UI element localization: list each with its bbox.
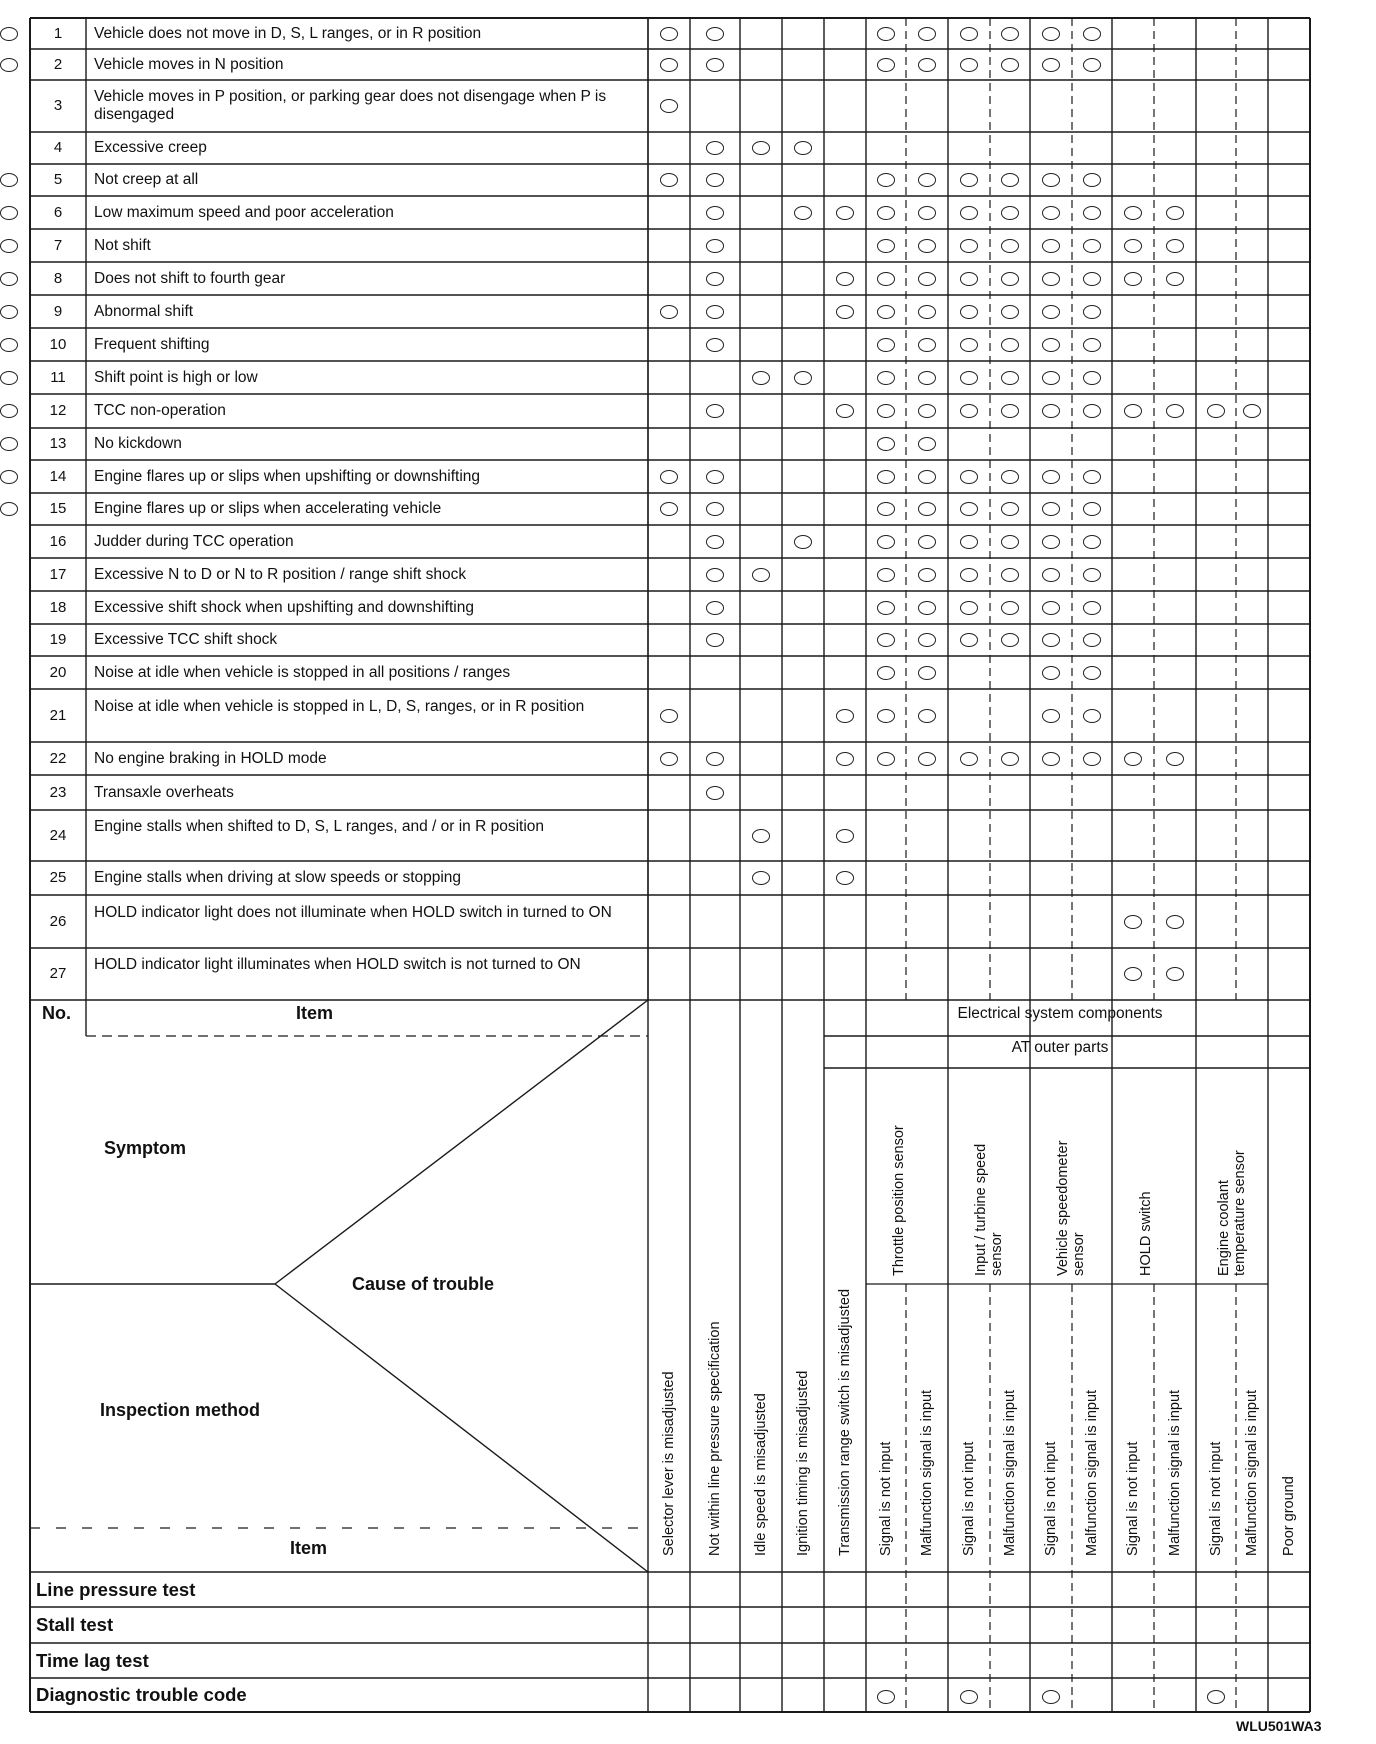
cause-mark-circle (1042, 27, 1060, 41)
inspection-mark-circle (877, 1690, 895, 1704)
header-cause: Cause of trouble (352, 1274, 495, 1294)
symptom-number: 18 (49, 598, 67, 616)
cause-mark-circle (794, 141, 812, 155)
cause-mark-circle (877, 502, 895, 516)
cause-mark-circle (0, 206, 18, 220)
symptom-text: No kickdown (94, 435, 182, 452)
sensor-group-label: Throttle position sensor (891, 1125, 907, 1276)
cause-mark-circle (0, 272, 18, 286)
symptom-number: 25 (49, 869, 67, 886)
symptom-text: Engine flares up or slips when upshifting or downshifting (94, 467, 481, 485)
cause-column-label: Not within line pressure specification (707, 1321, 723, 1556)
symptom-number: 7 (53, 236, 63, 254)
cause-mark-circle (918, 633, 936, 647)
cause-mark-circle (960, 470, 978, 484)
header-item-bottom: Item (290, 1538, 328, 1558)
symptom-text: Engine flares up or slips when accelerating vehicle (94, 500, 442, 517)
cause-mark-circle (1042, 633, 1060, 647)
cause-mark-circle (877, 633, 895, 647)
inspection-label: Time lag test (36, 1649, 149, 1671)
cause-mark-circle (836, 709, 854, 723)
cause-mark-circle (794, 206, 812, 220)
cause-mark-circle (752, 829, 770, 843)
cause-mark-circle (918, 601, 936, 615)
cause-column-label: Selector lever is misadjusted (661, 1371, 677, 1556)
cause-mark-circle (877, 305, 895, 319)
cause-mark-circle (706, 470, 724, 484)
cause-mark-circle (877, 239, 895, 253)
cause-mark-circle (0, 239, 18, 253)
symptom-text: Noise at idle when vehicle is stopped in all positions / ranges (94, 663, 511, 681)
cause-mark-circle (1083, 601, 1101, 615)
cause-mark-circle (0, 437, 18, 451)
cause-column-label: Malfunction signal is input (1002, 1389, 1018, 1556)
inspection-mark-circle (960, 1690, 978, 1704)
cause-mark-circle (918, 239, 936, 253)
cause-mark-circle (660, 305, 678, 319)
sensor-group-label: Input / turbine speed sensor (973, 1143, 1005, 1276)
cause-mark-circle (877, 206, 895, 220)
cause-mark-circle (960, 568, 978, 582)
symptom-text: Vehicle moves in N position (94, 55, 284, 73)
cause-mark-circle (0, 502, 18, 516)
cause-mark-circle (0, 470, 18, 484)
symptom-number: 16 (49, 532, 67, 550)
cause-mark-circle (918, 568, 936, 582)
cause-mark-circle (1124, 967, 1142, 981)
inspection-label: Line pressure test (36, 1578, 196, 1600)
cause-mark-circle (1042, 666, 1060, 680)
cause-mark-circle (752, 141, 770, 155)
cause-mark-circle (1001, 58, 1019, 72)
cause-mark-circle (918, 27, 936, 41)
cause-mark-circle (1083, 27, 1101, 41)
symptom-text: Shift point is high or low (94, 368, 258, 386)
cause-mark-circle (1001, 27, 1019, 41)
cause-column-label: Signal is not input (1043, 1441, 1059, 1556)
cause-mark-circle (918, 371, 936, 385)
symptom-number: 27 (49, 965, 67, 982)
symptom-text: Excessive creep (94, 139, 207, 156)
cause-mark-circle (706, 633, 724, 647)
cause-mark-circle (836, 829, 854, 843)
symptom-number: 11 (50, 368, 66, 386)
cause-mark-circle (877, 371, 895, 385)
cause-mark-circle (960, 752, 978, 766)
cause-mark-circle (960, 371, 978, 385)
cause-mark-circle (877, 666, 895, 680)
cause-mark-circle (1042, 206, 1060, 220)
cause-mark-circle (877, 338, 895, 352)
cause-mark-circle (918, 502, 936, 516)
cause-mark-circle (706, 239, 724, 253)
cause-mark-circle (1042, 568, 1060, 582)
cause-mark-circle (1124, 752, 1142, 766)
cause-mark-circle (1166, 967, 1184, 981)
symptom-number: 12 (49, 402, 67, 419)
cause-mark-circle (1001, 535, 1019, 549)
figure-code: WLU501WA3 (1236, 1718, 1322, 1734)
cause-mark-circle (960, 502, 978, 516)
cause-mark-circle (706, 404, 724, 418)
cause-mark-circle (1042, 173, 1060, 187)
symptom-text: Frequent shifting (94, 335, 210, 353)
symptom-number: 20 (49, 663, 67, 681)
sensor-group-label: Vehicle speedometer sensor (1055, 1140, 1087, 1276)
symptom-number: 21 (49, 706, 67, 724)
cause-mark-circle (1166, 752, 1184, 766)
symptom-number: 17 (49, 565, 67, 583)
cause-column-label: Signal is not input (878, 1441, 894, 1556)
symptom-number: 22 (49, 749, 67, 767)
cause-mark-circle (877, 568, 895, 582)
cause-mark-circle (918, 752, 936, 766)
cause-mark-circle (918, 173, 936, 187)
cause-mark-circle (960, 633, 978, 647)
cause-mark-circle (1042, 239, 1060, 253)
cause-mark-circle (1042, 502, 1060, 516)
cause-mark-circle (706, 338, 724, 352)
cause-mark-circle (1001, 272, 1019, 286)
cause-mark-circle (660, 502, 678, 516)
cause-mark-circle (1124, 272, 1142, 286)
cause-mark-circle (877, 709, 895, 723)
cause-mark-circle (1083, 470, 1101, 484)
cause-mark-circle (1042, 272, 1060, 286)
cause-mark-circle (960, 404, 978, 418)
cause-mark-circle (706, 272, 724, 286)
cause-mark-circle (877, 601, 895, 615)
symptom-number: 9 (53, 302, 63, 320)
cause-mark-circle (660, 709, 678, 723)
cause-mark-circle (1042, 535, 1060, 549)
cause-mark-circle (1042, 752, 1060, 766)
inspection-label: Stall test (36, 1614, 114, 1635)
cause-mark-circle (1083, 371, 1101, 385)
symptom-text: Vehicle moves in P position, or parking gear does not disengage when P is disengaged (94, 88, 607, 123)
symptom-number: 8 (53, 269, 63, 287)
cause-column-label: Ignition timing is misadjusted (795, 1370, 811, 1556)
cause-mark-circle (1042, 305, 1060, 319)
cause-mark-circle (1042, 709, 1060, 723)
cause-mark-circle (1083, 58, 1101, 72)
cause-mark-circle (960, 27, 978, 41)
cause-mark-circle (706, 601, 724, 615)
symptom-number: 5 (53, 171, 63, 188)
symptom-text: Transaxle overheats (94, 783, 234, 801)
cause-mark-circle (1083, 206, 1101, 220)
cause-column-label: Signal is not input (1208, 1441, 1224, 1556)
symptom-number: 24 (49, 826, 67, 844)
symptom-text: Not shift (94, 236, 151, 254)
header-electrical: Electrical system components (957, 1005, 1163, 1022)
inspection-mark-circle (1042, 1690, 1060, 1704)
symptom-text: Excessive TCC shift shock (94, 631, 278, 648)
cause-mark-circle (877, 173, 895, 187)
cause-mark-circle (1083, 633, 1101, 647)
cause-mark-circle (660, 470, 678, 484)
cause-mark-circle (918, 272, 936, 286)
symptom-number: 3 (53, 97, 63, 114)
cause-mark-circle (960, 535, 978, 549)
cause-mark-circle (960, 272, 978, 286)
symptom-number: 4 (53, 139, 63, 156)
inspection-label: Diagnostic trouble code (36, 1684, 247, 1705)
cause-mark-circle (706, 752, 724, 766)
symptom-text: Vehicle does not move in D, S, L ranges, or in R position (94, 24, 482, 42)
cause-mark-circle (752, 871, 770, 885)
cause-mark-circle (706, 535, 724, 549)
cause-mark-circle (1001, 338, 1019, 352)
cause-column-label: Idle speed is misadjusted (753, 1393, 769, 1556)
cause-mark-circle (918, 709, 936, 723)
cause-mark-circle (1001, 633, 1019, 647)
header-at-outer: AT outer parts (1011, 1039, 1109, 1056)
cause-mark-circle (706, 58, 724, 72)
cause-mark-circle (1083, 709, 1101, 723)
cause-mark-circle (836, 272, 854, 286)
cause-mark-circle (1001, 239, 1019, 253)
cause-mark-circle (836, 206, 854, 220)
cause-mark-circle (960, 305, 978, 319)
cause-column-label: Signal is not input (1125, 1441, 1141, 1556)
cause-mark-circle (960, 206, 978, 220)
cause-mark-circle (660, 752, 678, 766)
cause-mark-circle (1166, 206, 1184, 220)
cause-mark-circle (1083, 535, 1101, 549)
cause-mark-circle (0, 305, 18, 319)
cause-mark-circle (1042, 404, 1060, 418)
cause-mark-circle (877, 27, 895, 41)
cause-mark-circle (1083, 338, 1101, 352)
sensor-group-label: Engine coolant temperature sensor (1216, 1150, 1248, 1276)
symptom-text: TCC non-operation (94, 402, 226, 419)
cause-mark-circle (1042, 601, 1060, 615)
sensor-group-label: HOLD switch (1138, 1191, 1154, 1276)
cause-mark-circle (1001, 601, 1019, 615)
symptom-text: Engine stalls when shifted to D, S, L ranges, and / or in R position (94, 817, 545, 835)
cause-mark-circle (877, 470, 895, 484)
cause-mark-circle (836, 305, 854, 319)
cause-mark-circle (918, 470, 936, 484)
symptom-text: No engine braking in HOLD mode (94, 749, 327, 767)
symptom-number: 1 (53, 24, 63, 42)
cause-mark-circle (1083, 173, 1101, 187)
cause-mark-circle (1001, 568, 1019, 582)
cause-mark-circle (836, 404, 854, 418)
cause-mark-circle (960, 58, 978, 72)
cause-mark-circle (877, 404, 895, 418)
symptom-number: 6 (53, 203, 63, 221)
cause-mark-circle (1042, 338, 1060, 352)
header-inspection: Inspection method (100, 1400, 261, 1420)
symptom-text: HOLD indicator light illuminates when HOLD switch is not turned to ON (94, 956, 581, 973)
header-item: Item (296, 1003, 334, 1023)
symptom-text: Excessive shift shock when upshifting and downshifting (94, 598, 474, 616)
header-symptom: Symptom (104, 1138, 187, 1158)
cause-mark-circle (1001, 305, 1019, 319)
cause-mark-circle (918, 404, 936, 418)
cause-column-label: Malfunction signal is input (1084, 1389, 1100, 1556)
cause-column-label: Malfunction signal is input (1244, 1389, 1260, 1556)
cause-mark-circle (706, 173, 724, 187)
cause-mark-circle (877, 752, 895, 766)
cause-mark-circle (706, 206, 724, 220)
cause-mark-circle (660, 173, 678, 187)
cause-mark-circle (877, 535, 895, 549)
cause-mark-circle (877, 272, 895, 286)
cause-mark-circle (1166, 404, 1184, 418)
inspection-mark-circle (1207, 1690, 1225, 1704)
cause-mark-circle (918, 338, 936, 352)
symptom-number: 14 (49, 467, 67, 485)
cause-mark-circle (706, 502, 724, 516)
cause-mark-circle (660, 27, 678, 41)
cause-mark-circle (1124, 404, 1142, 418)
cause-mark-circle (960, 338, 978, 352)
cause-mark-circle (1083, 239, 1101, 253)
cause-mark-circle (960, 601, 978, 615)
cause-mark-circle (918, 58, 936, 72)
cause-mark-circle (794, 371, 812, 385)
cause-mark-circle (1124, 206, 1142, 220)
cause-mark-circle (1083, 568, 1101, 582)
symptom-number: 26 (49, 912, 67, 930)
cause-mark-circle (0, 338, 18, 352)
symptom-text: Low maximum speed and poor acceleration (94, 203, 394, 221)
cause-mark-circle (0, 371, 18, 385)
symptom-text: Does not shift to fourth gear (94, 269, 286, 287)
header-no: No. (42, 1003, 71, 1023)
cause-mark-circle (1042, 371, 1060, 385)
cause-mark-circle (794, 535, 812, 549)
cause-column-label: Signal is not input (961, 1441, 977, 1556)
cause-mark-circle (660, 58, 678, 72)
cause-mark-circle (660, 99, 678, 113)
cause-mark-circle (1001, 470, 1019, 484)
cause-mark-circle (0, 27, 18, 41)
cause-mark-circle (1001, 752, 1019, 766)
cause-mark-circle (1124, 239, 1142, 253)
cause-mark-circle (1083, 666, 1101, 680)
symptom-number: 15 (49, 500, 67, 517)
cause-mark-circle (877, 58, 895, 72)
symptom-number: 19 (49, 631, 67, 648)
cause-mark-circle (1083, 272, 1101, 286)
cause-mark-circle (1001, 371, 1019, 385)
cause-mark-circle (918, 206, 936, 220)
cause-mark-circle (1042, 58, 1060, 72)
cause-mark-circle (836, 752, 854, 766)
cause-mark-circle (836, 871, 854, 885)
cause-mark-circle (0, 58, 18, 72)
cause-mark-circle (752, 568, 770, 582)
cause-mark-circle (877, 437, 895, 451)
symptom-text: Abnormal shift (94, 302, 194, 320)
cause-mark-circle (1083, 752, 1101, 766)
cause-mark-circle (1001, 206, 1019, 220)
symptom-text: Engine stalls when driving at slow speeds or stopping (94, 869, 462, 886)
symptom-number: 13 (49, 435, 67, 452)
cause-mark-circle (752, 371, 770, 385)
cause-mark-circle (960, 173, 978, 187)
cause-mark-circle (706, 27, 724, 41)
cause-mark-circle (1083, 404, 1101, 418)
cause-mark-circle (918, 305, 936, 319)
cause-mark-circle (918, 666, 936, 680)
cause-mark-circle (706, 305, 724, 319)
cause-column-label: Transmission range switch is misadjusted (837, 1288, 853, 1556)
symptom-text: Not creep at all (94, 171, 199, 188)
cause-mark-circle (918, 437, 936, 451)
cause-mark-circle (1042, 470, 1060, 484)
cause-mark-circle (1243, 404, 1261, 418)
symptom-number: 10 (49, 335, 67, 353)
cause-mark-circle (706, 568, 724, 582)
symptom-text: Noise at idle when vehicle is stopped in L, D, S, ranges, or in R position (94, 697, 585, 715)
cause-mark-circle (0, 404, 18, 418)
cause-mark-circle (1001, 173, 1019, 187)
cause-mark-circle (1124, 915, 1142, 929)
cause-mark-circle (1207, 404, 1225, 418)
diagonal-upper (275, 1000, 648, 1284)
diagonal-lower (275, 1284, 648, 1572)
cause-mark-circle (706, 141, 724, 155)
cause-mark-circle (1083, 305, 1101, 319)
cause-mark-circle (1166, 239, 1184, 253)
cause-column-label: Malfunction signal is input (1167, 1389, 1183, 1556)
symptom-text: HOLD indicator light does not illuminate when HOLD switch in turned to ON (94, 903, 612, 921)
cause-column-label: Malfunction signal is input (919, 1389, 935, 1556)
cause-mark-circle (706, 786, 724, 800)
symptom-number: 23 (49, 783, 67, 801)
cause-mark-circle (0, 173, 18, 187)
symptom-number: 2 (53, 55, 63, 73)
cause-mark-circle (1001, 502, 1019, 516)
cause-mark-circle (960, 239, 978, 253)
cause-mark-circle (1083, 502, 1101, 516)
cause-mark-circle (1166, 272, 1184, 286)
cause-mark-circle (1001, 404, 1019, 418)
symptom-text: Judder during TCC operation (94, 532, 294, 550)
cause-mark-circle (918, 535, 936, 549)
cause-column-label: Poor ground (1281, 1476, 1297, 1556)
cause-mark-circle (1166, 915, 1184, 929)
symptom-text: Excessive N to D or N to R position / range shift shock (94, 565, 467, 583)
